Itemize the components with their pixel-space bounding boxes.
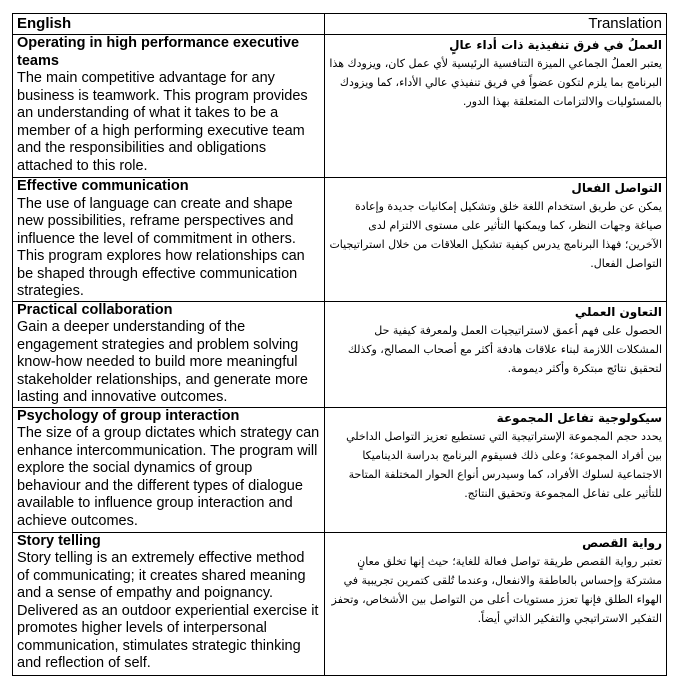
english-text: Gain a deeper understanding of the engagement strategies and problem solving know-how needed to build more meaningful stakeholder relationships, and generate more lasting and innovative outcomes. xyxy=(17,319,308,405)
arabic-heading: التواصل الفعال xyxy=(571,181,662,195)
arabic-text: يحدد حجم المجموعة الإستراتيجية التي تستطيع تعزيز التواصل الداخلي بين أفراد المجموعة؛ وعلى ذلك فسيقوم البرنامج بدراسة الديناميكا الاجتماعية لسلوك الأفراد، كما وسيدرس أنواع الحوار المختلفة المتاحة للتأثير على تفاعل المجموعة وتحقيق النتائج. xyxy=(346,429,662,500)
english-text: Story telling is an extremely effective method of communicating; it creates shared meaning and a sense of empathy and poignancy. Delivered as an outdoor experiential exercise it promotes higher levels of interpersonal communication, stimulates strategic thinking and reflection of self. xyxy=(17,550,319,671)
arabic-heading: رواية القصص xyxy=(582,535,662,550)
english-text: The use of language can create and shape new possibilities, reframe perspectives and influence the level of commitment in others. This program explores how relationships can be shaped through effective communication strategies. xyxy=(17,195,305,299)
table-row xyxy=(13,407,667,532)
english-heading: Practical collaboration xyxy=(17,301,173,318)
arabic-text: يعتبر العملُ الجماعي الميزة التنافسية الرئيسية لأي عمل كان، ويزودك هذا البرنامج بما يلزم لتكون عضواً في فريق تنفيذي عالي الأداء، كما ويزودك بالمسئوليات والالتزامات المتعلقة بهذا الدور. xyxy=(329,57,662,108)
english-cell xyxy=(13,407,325,532)
table-row xyxy=(13,301,667,407)
table-row xyxy=(13,178,667,302)
arabic-cell xyxy=(325,532,667,675)
english-text: The size of a group dictates which strategy can enhance intercommunication. The program will explore the social dynamics of group behaviour and the different types of dialogue available to influence group interaction and achieve outcomes. xyxy=(17,425,320,529)
translation-table xyxy=(12,13,667,676)
arabic-heading: التعاون العملي xyxy=(574,304,662,319)
arabic-text: الحصول على فهم أعمق لاستراتيجيات العمل ولمعرفة كيفية حل المشكلات اللازمة لبناء علاقات هادفة أكثر مع أصحاب المصالح، وكذلك لتحقيق نتائج مبتكرة وأكثر ديمومة. xyxy=(347,323,662,375)
english-heading: Operating in high performance executive teams xyxy=(17,35,300,69)
header-english: English xyxy=(13,14,325,35)
arabic-text: تعتبر رواية القصص طريقة تواصل فعالة للغاية؛ حيث إنها تخلق معانٍ مشتركة وإحساس بالعاطفة والانفعال، وعندما تُلقى كتمرين تجريبية في الهواء الطلق فإنها تعزز مستويات أعلى من التواصل بين الأشخاص، وتحفز التفكير الاستراتيجي والتفكير الذاتي أيضاً. xyxy=(331,554,662,625)
table-row xyxy=(13,532,667,675)
arabic-cell xyxy=(325,178,667,302)
table-row xyxy=(13,35,667,178)
english-cell xyxy=(13,35,325,178)
english-heading: Effective communication xyxy=(17,178,189,194)
arabic-heading: العملُ في فرق تنفيذية ذات أداء عالٍ xyxy=(449,38,662,52)
english-text: The main competitive advantage for any business is teamwork. This program provides an understanding of what it takes to be a member of a high performing executive team and the responsibilities and obligations attached to this role. xyxy=(17,70,308,174)
arabic-heading: سيكولوجية تفاعل المجموعة xyxy=(496,410,662,425)
header-row xyxy=(13,14,667,35)
header-translation: Translation xyxy=(325,14,667,35)
arabic-cell xyxy=(325,407,667,532)
arabic-text: يمكن عن طريق استخدام اللغة خلق وتشكيل إمكانيات جديدة وإعادة صياغة وجهات النظر، كما ويمكنها التأثير على مستوى الالتزام لدى الآخرين؛ فهذا البرنامج يدرس كيفية تشكيل العلاقات من خلال استراتيجيات التواصل الفعال. xyxy=(329,200,662,270)
english-cell xyxy=(13,532,325,675)
english-cell xyxy=(13,178,325,302)
arabic-cell xyxy=(325,301,667,407)
english-cell xyxy=(13,301,325,407)
english-heading: Story telling xyxy=(17,532,101,549)
english-heading: Psychology of group interaction xyxy=(17,407,240,424)
arabic-cell xyxy=(325,35,667,178)
